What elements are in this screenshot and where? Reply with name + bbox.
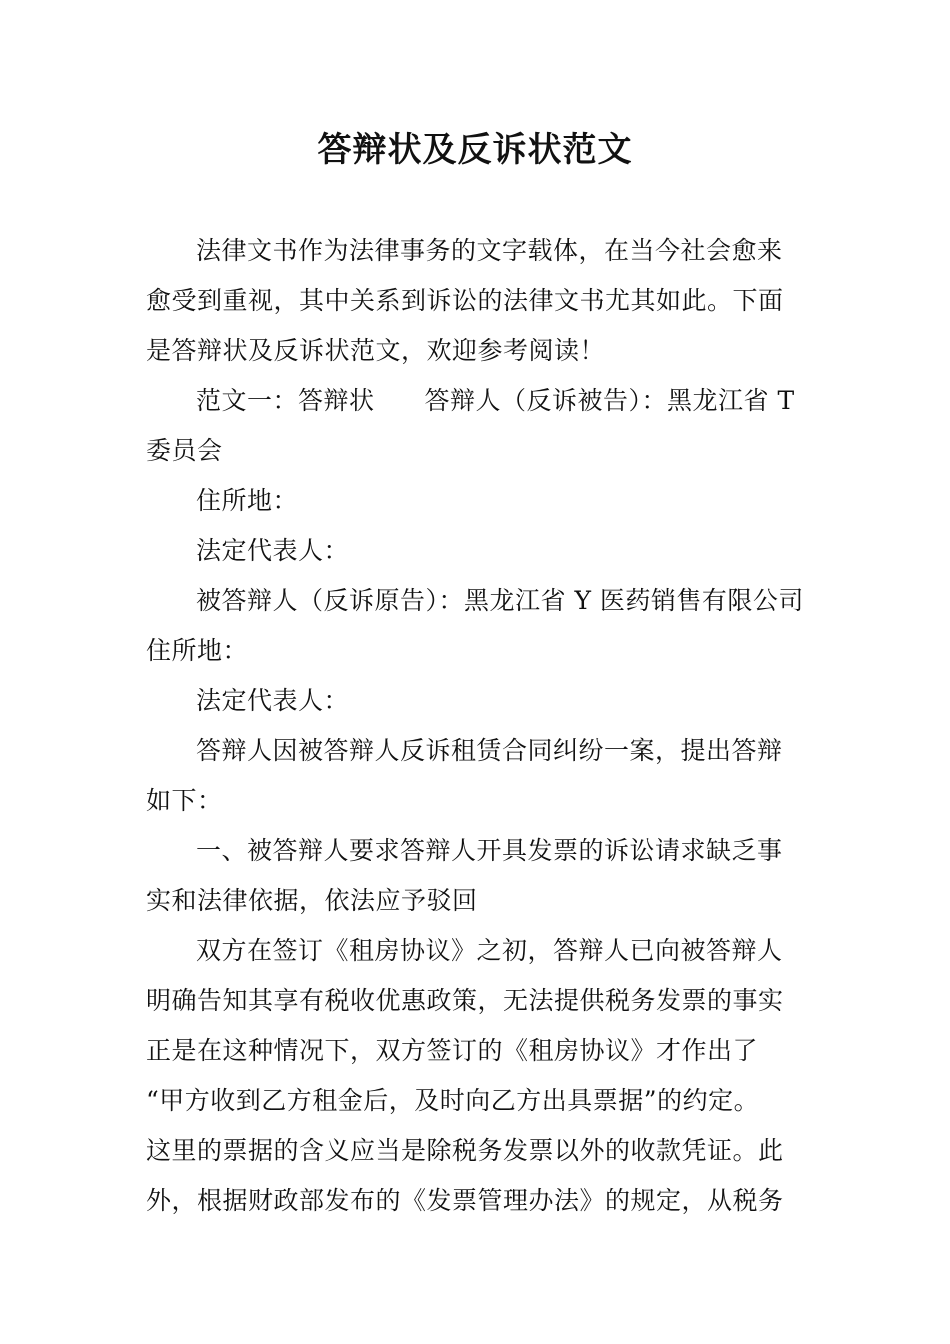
text-line: 明确告知其享有税收优惠政策，无法提供税务发票的事实 [146,986,784,1015]
document-body [146,226,806,1226]
text-line: 正是在这种情况下，双方签订的《租房协议》才作出了 [146,1036,759,1065]
text-line: 双方在签订《租房协议》之初，答辩人已向被答辩人 [196,936,783,965]
respondent-label: 答辩人（反诉被告）：黑龙江省 T [424,386,795,415]
text-line: 住所地： [196,486,299,515]
text-line [146,376,806,426]
text-line: 法定代表人： [196,536,350,565]
text-line: 外，根据财政部发布的《发票管理办法》的规定，从税务 [146,1186,784,1215]
document-title: 答辩状及反诉状范文 [317,130,633,170]
text-line: 住所地： [146,636,249,665]
text-line: 这里的票据的含义应当是除税务发票以外的收款凭证。此 [146,1136,784,1165]
text-line: 是答辩状及反诉状范文，欢迎参考阅读！ [146,336,606,365]
text-line: 一、被答辩人要求答辩人开具发票的诉讼请求缺乏事 [196,836,783,865]
text-line: 法律文书作为法律事务的文字载体，在当今社会愈来 [196,236,783,265]
text-line: 答辩人因被答辩人反诉租赁合同纠纷一案，提出答辩 [196,736,783,765]
text-line: “甲方收到乙方租金后，及时向乙方出具票据”的约定。 [146,1086,760,1115]
text-line: 如下： [146,786,223,815]
sample-heading: 范文一：答辩状 [196,386,375,415]
text-line: 委员会 [146,436,223,465]
text-line: 法定代表人： [196,686,350,715]
text-line: 愈受到重视，其中关系到诉讼的法律文书尤其如此。下面 [146,286,784,315]
text-line: 被答辩人（反诉原告）：黑龙江省 Y 医药销售有限公司 [196,586,804,615]
text-line: 实和法律依据，依法应予驳回 [146,886,478,915]
